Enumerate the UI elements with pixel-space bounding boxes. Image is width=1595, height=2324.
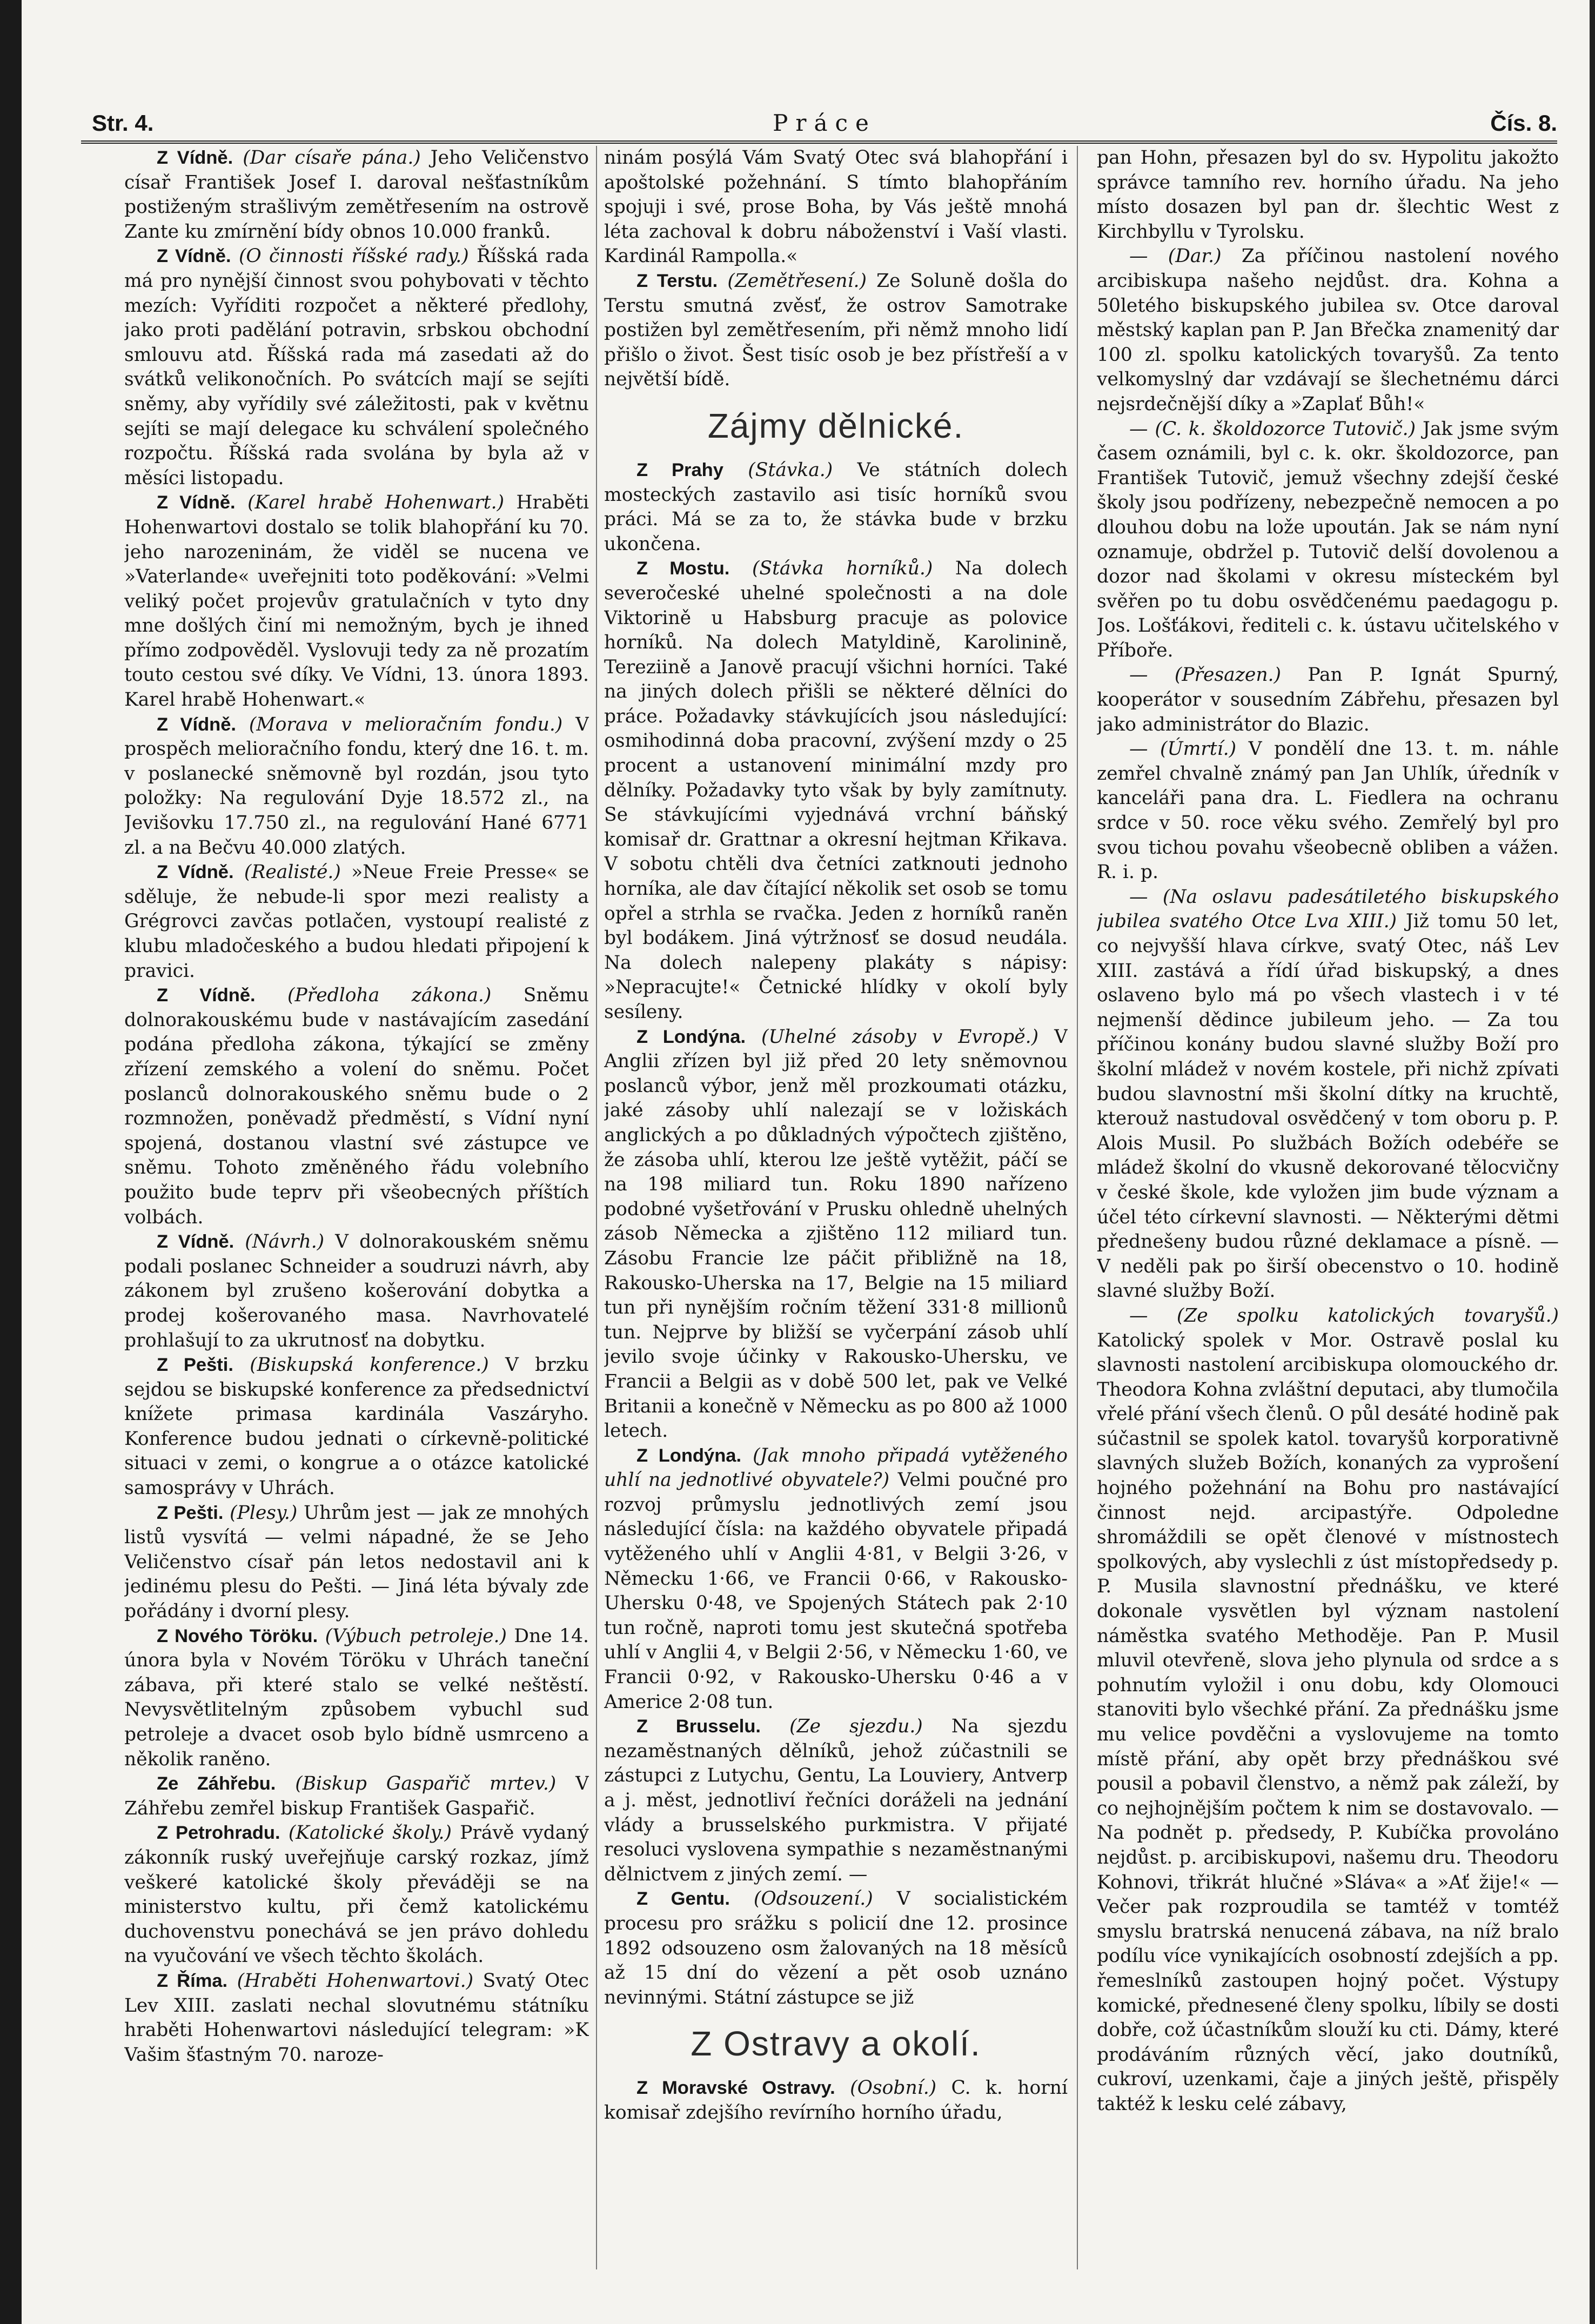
article-headline: (Hraběti Hohenwartovi.) [237,1970,474,1992]
article-body: pan Hohn, přesazen byl do sv. Hypolitu jakožto správce tamního rev. horního úřadu. Na jeho místo dosazen byl pan dr. šlechtic West z Kirchbyllu v Tyrolsku. [1097,147,1559,243]
article-body: V pondělí dne 13. t. m. náhle zemřel chvalně známý pan Jan Uhlík, úředník v kanceláři pana dra. L. Fiedlera na ochranu srdce v 50. roce věku svého. Zemřelý byl pro svou tichou povahu všeobecně obliben a vážen. R. i. p. [1097,738,1559,883]
article-headline: — (Na oslavu padesátiletého biskupského jubilea svatého Otce Lva XIII.) [1097,886,1559,933]
article-headline: — (Úmrtí.) [1129,738,1237,760]
dateline: Z Moravské Ostravy. [636,2078,835,2099]
article [124,146,589,244]
article [604,1714,1068,1887]
article [604,2076,1068,2125]
article-body: Říšská rada má pro nynější činnost svou pohybovati v těchto mezích: Vyříditi rozpočet a některé předlohy, jako proti padělání potravin, srbskou obchodní smlouvu atd. Říšská rada má zasedati až do svátků velikonočních. Po svátcích mají se sejíti sněmy, aby vyřídily své záležitosti, pak v květnu sejíti se mají delegace ku schválení společného rozpočtu. Říšská rada svolána by byla až v měsíci listopadu. [124,245,589,489]
section-heading-workers: Zájmy dělnické. [707,406,964,445]
dateline: Z Pešti. [157,1355,233,1376]
column-1 [124,146,589,2280]
article-headline: (Morava v melioračním fondu.) [249,713,563,735]
article-body: V Záhřebu zemřel biskup František Gaspařič. [124,1773,589,1819]
article [1097,737,1559,885]
article [124,1353,589,1501]
dateline: Z Gentu. [636,1888,730,1910]
article-headline: (Plesy.) [230,1502,298,1524]
article [604,1025,1068,1444]
article-headline: (Výbuch petroleje.) [325,1625,507,1647]
article-headline: (Zemětřesení.) [727,270,867,292]
article-headline: (Biskup Gaspařič mrtev.) [295,1773,557,1795]
dateline: Z Londýna. [636,1026,746,1047]
article [124,860,589,983]
article-body: V Anglii zřízen byl již před 20 lety sněmovnou poslanců výbor, jenž měl prozkoumati otázku, jaké zásoby uhlí nalezají se v ložiskách anglických a po důkladných výpočtech zjištěno, že zásoba uhlí, kterou lze ještě vytěžit, páčí se na 198 miliard tun. Roku 1890 nařízeno podobné vyšetřování v Prusku ohledně uhelných zásob Německa a zjištěno 112 miliard tun. Zásobu Francie lze páčit přibližně na 18, Rakousko-Uherska na 17, Belgie na 15 miliard tun při nynějším ročním těžení 331·8 millionů tun. Nejprve by bližší se vyčerpání zásob uhlí jevilo svoje účinky v Rakousko-Uhersku, ve Francii a Belgii as v době 500 let, pak ve Velké Britanii a konečně v Německu as po 800 až 1000 letech. [604,1026,1068,1442]
article-body: Pan P. Ignát Spurný, kooperátor v sousedním Zábřehu, přesazen byl jako administrátor do Blazic. [1097,664,1559,735]
article [124,244,589,491]
page-header [92,97,1557,140]
article [604,1887,1068,2010]
article-body: Hraběti Hohenwartovi dostalo se tolik blahopřání ku 70. jeho narozeninám, že viděl se nucena ve »Vaterlande« uveřejniti toto poděkování: »Velmi veliký počet projevův gratulačních v tyto dny mne došlých činí mi nemožným, bych je ihned přímo zodpověděl. Vyslovuji tedy za ně prozatím touto cestou své díky. Ve Vídni, 13. února 1893. Karel hrabě Hohenwart.« [124,492,589,711]
article-headline: — (Přesazen.) [1129,664,1281,686]
dateline: Z Mostu. [636,558,730,579]
article-body: Za příčinou nastolení nového arcibiskupa našeho nejdůst. dra. Kohna a 50letého biskupského jubilea sv. Otce daroval městský kaplan pan P. Jan Břečka znamenitý dar 100 zl. spolku katolických tovaryšů. Za tento velkomyslný dar vzdávají se šlechetnému dárci nejsrdečnější díky a »Zaplať Bůh!« [1097,245,1559,415]
dateline: Z Petrohradu. [157,1823,280,1844]
article-body: C. k. horní komisař zdejšího revírního horního úřadu, [604,2077,1068,2124]
dateline: Z Vídně. [157,985,256,1006]
article [124,983,589,1230]
article-body: Již tomu 50 let, co nejvyšší hlava církve, svatý Otec, náš Lev XIII. zastává a řídí úřad biskupský, a dnes oslaveno bylo má po všech vlastech i v té nejmenší dědince jubileum jeho. — Za tou příčinou konány budou slavné služby Boží pro školní mládež v novém kostele, při nichž zpívati budou slavnostní mši školní dítky na kruchtě, kterouž nastudoval osvědčený v tom oboru p. P. Alois Musil. Po službách Božích odebéře se mládež školní do vkusně dekorované tělocvičny v české škole, kde vyložen jim bude význam a účel této církevní slavnosti. — Některými dětmi přednešeny budou různé deklamace a písně. — V neděli pak po širší obecenstvo o 10. hodině slavné služby Boží. [1097,910,1559,1302]
article-headline: — (C. k. školdozorce Tutovič.) [1129,418,1416,440]
article [604,1444,1068,1715]
article-headline: (Předloha zákona.) [287,984,492,1007]
article [124,1624,589,1772]
article [124,1969,589,2067]
article-body: Ze Soluně došla do Terstu smutná zvěsť, že ostrov Samotrake postižen byl zemětřesením, při němž mnoho lidí přišlo o život. Šest tisíc osob je bez přístřeší a v největší bídě. [604,270,1068,391]
page-number: Str. 4. [92,110,154,136]
article [1097,885,1559,1304]
article-body: Na sjezdu nezaměstnaných dělníků, jehož zúčastnili se zástupci z Lutychu, Gentu, La Louviery, Antverp a j. měst, jednotliví řečníci doráželi na jednání vlády a brusselského purkmistra. V přijaté resoluci vyslovena sympathie s nezaměstnanými dělnictvem z jiných zemí. — [604,1716,1068,1885]
article-continuation: ninám posýlá Vám Svatý Otec svá blahopřání i apoštolské požehnání. S tímto blahopřáním spojuji i své, prose Boha, by Vás ještě mnohá léta zachoval k dobru náboženství i Vaší vlasti. Kardinál Rampolla.« [604,147,1068,267]
dateline: Z Říma. [157,1970,228,1991]
dateline: Z Vídně. [157,246,231,267]
article-body: V prospěch melioračního fondu, který dne 16. t. m. v poslanecké sněmovně byl rozdán, jsou tyto položky: Na regulování Dyje 18.572 zl., na Jevišovku 17.750 zl., na regulování Hané 6771 zl. a na Bečvu 40.000 zlatých. [124,713,589,859]
article [124,491,589,712]
article-headline: (Osobní.) [850,2077,937,2099]
article-headline: — (Dar.) [1129,245,1222,267]
article-body: »Neue Freie Presse« se sděluje, že nebude-li spor mezi realisty a Grégrovci zavčas potlačen, vystoupí realisté z klubu mladočeského a budou hledati připojení k pravici. [124,861,589,982]
dateline: Z Brusselu. [636,1716,761,1737]
article-headline: (Realisté.) [244,861,341,883]
article-body: Právě vydaný zákonník ruský uveřejňuje carský rozkaz, jímž veškeré katolické školy převáději se na ministerstvo kultu, při čemž katolickému duchovenstvu ponechává se jen právo dohledu na vyučování ve všech těchto školách. [124,1822,589,1967]
article-body: Jeho Veličenstvo císař František Josef I. daroval nešťastníkům postiženým strašlivým zemětřesením na ostrově Zante ku zmírnění bídy obnos 10.000 franků. [124,147,589,243]
article-body: Svatý Otec Lev XIII. zaslati nechal slovutnému státníku hraběti Hohenwartovi následující telegram: »K Vašim šťastným 70. naroze- [124,1970,589,2066]
issue-number: Čís. 8. [1490,110,1557,136]
article [1097,146,1559,244]
article [604,557,1068,1024]
article-headline: (Ze sjezdu.) [789,1716,923,1738]
article-headline: (Stávka.) [748,459,833,481]
dateline: Z Vídně. [157,492,236,513]
dateline: Z Terstu. [636,270,718,291]
article-headline: (Stávka horníků.) [752,558,933,580]
dateline: Z Nového Töröku. [157,1625,318,1646]
article-body: V socialistickém procesu pro srážku s policií dne 12. prosince 1892 odsouzeno osm žalovaných na 18 měsíců až 15 dní do vězení a pět osob uznáno nevinnými. Státní zástupce se již [604,1888,1068,2008]
dateline: Z Vídně. [157,148,233,168]
dateline: Ze Záhřebu. [157,1773,276,1794]
article-headline: (Biskupská konference.) [250,1354,489,1376]
article-body: Ve státních dolech mosteckých zastavilo asi tisíc horníků svou práci. Má se za to, že stávka bude v brzku ukončena. [604,459,1068,555]
article-headline: (Odsouzení.) [753,1888,873,1910]
article-headline: (Návrh.) [245,1231,325,1253]
article-headline: (Karel hrabě Hohenwart.) [247,492,505,514]
dateline: Z Prahy [636,459,723,480]
article-body: Na dolech severočeské uhelné společnosti a na dole Viktorině u Habsburg pracuje as polovice horníků. Na dolech Matyldině, Karolinině, Tereziině a Janově pracují všichni horníci. Také na jiných dolech přišli se některé dělníci do práce. Požadavky stávkujících jsou následující: osmihodinná doba pracovní, zvýšení mzdy o 25 procent a ustanovení minimální mzdy pro dělníky. Požadavky tyto však by byly zamítnuty. Se stávkujícími vyjednává vrchní báňský komisař dr. Grattnar a okresní hejtman Křikava. V sobotu chtěli dva četníci zatknouti jednoho horníka, ale dav čítající několik set osob se tomu opřel a strhla se rvačka. Jeden z horníků raněn byl bodákem. Jiná výtržnosť se dosud neudála. Na dolech nalepeny plakáty s nápisy: »Nepracujte!« Četnické hlídky v okolí byly sesíleny. [604,558,1068,1023]
article-body: Dne 14. února byla v Novém Töröku v Uhrách taneční zábava, při které stalo se velké neštěstí. Nevysvětlitelným způsobem vybuchl sud petroleje a dvacet osob bylo bídně usmrceno a několik raněno. [124,1625,589,1770]
article-headline: (O činnosti říšské rady.) [238,245,469,267]
article-body: Uhrům jest — jak ze mnohých listů vysvítá — velmi nápadné, že se Jeho Veličenstvo císař pán letos nedostavil ani k jedinému plesu do Pešti. — Jiná léta bývaly zde pořádány i dvorní plesy. [124,1502,589,1623]
column-divider [596,146,597,2269]
dateline: Z Londýna. [636,1445,742,1466]
article [124,713,589,861]
dateline: Z Pešti. [157,1502,224,1523]
article-body: V dolnorakouském sněmu podali poslanec Schneider a soudruzi návrh, aby zákonem byl zrušeno košerování dobytka a prodej košerovaného masa. Navrhovatelé prohlašují to za ukrutnosť na dobytku. [124,1231,589,1351]
article [604,269,1068,392]
article-body: Katolický spolek v Mor. Ostravě poslal ku slavnosti nastolení arcibiskupa olomouckého dr. Theodora Kohna zvláštní deputaci, aby tlumočila vřelé přání všech členů. O půl desáté hodině pak súčastnil se spolek katol. tovaryšů korporativně slavných služeb Božích, konaných za vyprošení hojného požehnání na Bohu pro nastávající činnost nejd. arcipastýře. Odpoledne shromáždili se opět členové v místnostech spolkových, aby vyslechli z úst místopředsedy p. P. Musila slavnostní přednášku, ve které dokonale vysvětlen byl význam nastolení náměstka svatého Methoděje. Pan P. Musil mluvil otevřeně, slova jeho plynula od srdce a s pohnutím vyložil i onu dobu, kdy Olomouci stanoviti bylo všechké přání. Za přednášku jsme mu velice povděčni a vyslovujeme na tomto místě přání, aby opět brzy přednáškou své pousil a pobavil členstvo, a němž pak záleží, by co nejhojnějším počtem k nim se dostavovalo. — Na podnět p. předsedy, P. Kubíčka provoláno nejdůst. p. arcibiskupovi, našemu dru. Theodoru Kohnovi, třikrát hlučné »Sláva« a »Ať žije!« — Večer pak rozproudila se tamtéž v tomtéž smyslu bratrská nenucená zábava, na níž bralo podílu více vynikajících osobností zdejších a pp. řemeslníků zastoupen hojný počet. Výstupy komické, přednesené členy spolku, líbily se dosti dobře, což účastníkům slouží ku cti. Dámy, které prodáváním různých věcí, jako doutníků, cukroví, uzenkami, čaje a jiných ještě, přispěly taktéž k lesku celé zábavy, [1097,1329,1559,2115]
article [124,1772,589,1821]
article-body: Jak jsme svým časem oznámili, byl c. k. okr. školdozorce, pan František Tutovič, jemuž všechny zdejší české školy jsou podřízeny, nebezpečně nemocen a po dlouhou dobu na lože upoután. Jak se nám nyní oznamuje, obdržel p. Tutovič delší dovolenou a dozor nad školami v okresu místeckém byl svěřen po tu dobu osvědčenému paedagogu p. Jos. Lošťákovi, řediteli c. k. ústavu učitelského v Příboře. [1097,418,1559,661]
header-rule [81,140,1557,144]
article-body: Velmi poučné pro rozvoj průmyslu jednotlivých zemí jsou následující čísla: na každého obyvatele připadá vytěženého uhlí v Anglii 4·81, v Belgii 3·26, v Německu 1·66, ve Francii 0·66, v Rakousko-Uhersku 0·48, ve Spojených Státech pak 2·10 tun ročně, naproti tomu jest skutečná spotřeba uhlí v Anglii 4, v Belgii 2·56, v Německu 1·60, ve Francii 0·92, v Rakousko-Uhersku 0·46 a v Americe 2·08 tun. [604,1469,1068,1713]
article-headline: (Jak mnoho připadá vytěženého uhlí na jednotlivé obyvatele?) [604,1444,1068,1491]
article-headline: (Dar císaře pána.) [243,147,421,169]
article [124,1821,589,1969]
article-body: Sněmu dolnorakouskému bude v nastávajícím zasedání podána předloha zákona, týkající se změny zřízení zemského a volení do sněmu. Počet poslanců dolnorakouského sněmu bude o 2 rozmnožen, poněvadž předměstí, s Vídní nyní spojená, dostanou vlastní své zástupce ve sněmu. Tohoto změněného řádu volebního použito bude teprv při všeobecných příštích volbách. [124,984,589,1228]
article [124,1230,589,1353]
article [1097,663,1559,737]
article-headline: (Uhelné zásoby v Evropě.) [761,1026,1039,1048]
article [1097,1304,1559,2117]
article [124,1501,589,1624]
column-3 [1097,146,1559,2280]
column-divider [1077,146,1078,2269]
article-headline: — (Ze spolku katolických tovaryšů.) [1129,1304,1559,1327]
article-headline: (Katolické školy.) [288,1822,452,1844]
article-body: V brzku sejdou se biskupské konference za předsednictví knížete primasa kardinála Vaszáryho. Konference budou jednati o církevně-politické situaci v zemi, o kongrue a o otázce katolické samosprávy v Uhrách. [124,1354,589,1499]
article [1097,244,1559,417]
paper-title: Práce [773,110,876,136]
article [1097,417,1559,664]
dateline: Z Vídně. [157,1231,234,1253]
dateline: Z Vídně. [157,862,234,883]
scan-left-edge [0,0,22,2324]
article [604,458,1068,557]
section-heading-ostrava: Z Ostravy a okolí. [691,2024,981,2064]
dateline: Z Vídně. [157,714,237,735]
column-2 [604,146,1068,2280]
scan-right-edge [1590,0,1595,2324]
